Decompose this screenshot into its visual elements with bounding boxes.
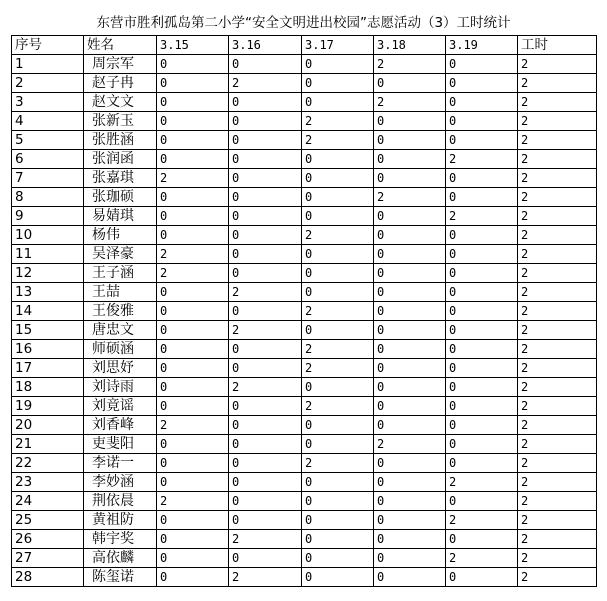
- cell-col-hours[interactable]: 2: [518, 150, 597, 169]
- cell-col-d317[interactable]: 0: [302, 245, 374, 264]
- cell-col-d319[interactable]: 2: [446, 150, 518, 169]
- cell-col-name[interactable]: 高依麟: [84, 549, 157, 568]
- cell-col-d316[interactable]: 0: [229, 302, 302, 321]
- cell-col-d315[interactable]: 0: [157, 473, 229, 492]
- cell-col-d318[interactable]: 0: [374, 321, 446, 340]
- cell-col-name[interactable]: 张珈硕: [84, 188, 157, 207]
- cell-col-d316[interactable]: 0: [229, 207, 302, 226]
- cell-col-d315[interactable]: 0: [157, 226, 229, 245]
- cell-col-d319[interactable]: 2: [446, 511, 518, 530]
- cell-col-d317[interactable]: 0: [302, 283, 374, 302]
- table-row: [12, 188, 597, 207]
- cell-col-d316[interactable]: 0: [229, 264, 302, 283]
- cell-col-d315[interactable]: 0: [157, 150, 229, 169]
- cell-col-d316[interactable]: 0: [229, 435, 302, 454]
- cell-col-number[interactable]: 9: [12, 207, 84, 226]
- cell-col-d319[interactable]: 0: [446, 416, 518, 435]
- cell-col-name[interactable]: 易婧琪: [84, 207, 157, 226]
- table-row: [12, 321, 597, 340]
- cell-col-d315[interactable]: 0: [157, 454, 229, 473]
- cell-col-d315[interactable]: 0: [157, 321, 229, 340]
- cell-col-d315[interactable]: 0: [157, 112, 229, 131]
- cell-col-name[interactable]: 张新玉: [84, 112, 157, 131]
- table-row: [12, 264, 597, 283]
- cell-col-number[interactable]: 12: [12, 264, 84, 283]
- cell-col-d317[interactable]: 0: [302, 321, 374, 340]
- cell-col-d316[interactable]: 0: [229, 55, 302, 74]
- cell-col-number[interactable]: 21: [12, 435, 84, 454]
- cell-col-d316[interactable]: 0: [229, 226, 302, 245]
- cell-col-d316[interactable]: 0: [229, 245, 302, 264]
- table-row: [12, 93, 597, 112]
- cell-col-d318[interactable]: 0: [374, 245, 446, 264]
- table-row: [12, 473, 597, 492]
- cell-col-number[interactable]: 6: [12, 150, 84, 169]
- cell-col-d318[interactable]: 0: [374, 131, 446, 150]
- cell-col-number[interactable]: 19: [12, 397, 84, 416]
- cell-col-d317[interactable]: 0: [302, 530, 374, 549]
- cell-col-name[interactable]: 李妙涵: [84, 473, 157, 492]
- cell-col-d316[interactable]: 0: [229, 93, 302, 112]
- cell-col-d315[interactable]: 0: [157, 568, 229, 587]
- cell-col-d318[interactable]: 0: [374, 378, 446, 397]
- cell-col-d315[interactable]: 0: [157, 188, 229, 207]
- header-col-number[interactable]: 序号: [12, 36, 84, 55]
- cell-col-name[interactable]: 师硕涵: [84, 340, 157, 359]
- cell-col-d319[interactable]: 0: [446, 264, 518, 283]
- cell-col-d316[interactable]: 2: [229, 74, 302, 93]
- cell-col-d318[interactable]: 0: [374, 492, 446, 511]
- cell-col-name[interactable]: 杨伟: [84, 226, 157, 245]
- cell-col-d316[interactable]: 0: [229, 397, 302, 416]
- cell-col-d316[interactable]: 2: [229, 568, 302, 587]
- cell-col-d317[interactable]: 0: [302, 473, 374, 492]
- cell-col-d315[interactable]: 0: [157, 397, 229, 416]
- table-row: [12, 492, 597, 511]
- cell-col-d316[interactable]: 0: [229, 112, 302, 131]
- cell-col-d318[interactable]: 0: [374, 473, 446, 492]
- cell-col-d317[interactable]: 0: [302, 169, 374, 188]
- cell-col-d319[interactable]: 0: [446, 112, 518, 131]
- cell-col-hours[interactable]: 2: [518, 340, 597, 359]
- cell-col-d318[interactable]: 0: [374, 340, 446, 359]
- cell-col-d317[interactable]: 0: [302, 378, 374, 397]
- cell-col-d316[interactable]: 0: [229, 454, 302, 473]
- cell-col-d318[interactable]: 0: [374, 530, 446, 549]
- cell-col-d317[interactable]: 0: [302, 207, 374, 226]
- cell-col-hours[interactable]: 2: [518, 530, 597, 549]
- cell-col-d319[interactable]: 0: [446, 93, 518, 112]
- header-col-d318[interactable]: 3.18: [374, 36, 446, 55]
- cell-col-hours[interactable]: 2: [518, 169, 597, 188]
- cell-col-hours[interactable]: 2: [518, 511, 597, 530]
- cell-col-d315[interactable]: 0: [157, 207, 229, 226]
- cell-col-d318[interactable]: 0: [374, 169, 446, 188]
- cell-col-number[interactable]: 18: [12, 378, 84, 397]
- cell-col-d317[interactable]: 0: [302, 74, 374, 93]
- cell-col-number[interactable]: 24: [12, 492, 84, 511]
- cell-col-d317[interactable]: 2: [302, 340, 374, 359]
- cell-col-hours[interactable]: 2: [518, 378, 597, 397]
- cell-col-d317[interactable]: 2: [302, 112, 374, 131]
- cell-col-hours[interactable]: 2: [518, 435, 597, 454]
- cell-col-name[interactable]: 吴泽豪: [84, 245, 157, 264]
- table-row: [12, 169, 597, 188]
- cell-col-number[interactable]: 15: [12, 321, 84, 340]
- cell-col-d319[interactable]: 0: [446, 378, 518, 397]
- cell-col-name[interactable]: 韩宇奖: [84, 530, 157, 549]
- table-row: [12, 530, 597, 549]
- header-col-d316[interactable]: 3.16: [229, 36, 302, 55]
- cell-col-number[interactable]: 22: [12, 454, 84, 473]
- cell-col-name[interactable]: 李诺一: [84, 454, 157, 473]
- cell-col-d316[interactable]: 0: [229, 511, 302, 530]
- cell-col-d319[interactable]: 0: [446, 226, 518, 245]
- table-row: [12, 340, 597, 359]
- cell-col-name[interactable]: 张润函: [84, 150, 157, 169]
- cell-col-d315[interactable]: 2: [157, 264, 229, 283]
- cell-col-d319[interactable]: 0: [446, 55, 518, 74]
- cell-col-d318[interactable]: 0: [374, 568, 446, 587]
- header-col-d319[interactable]: 3.19: [446, 36, 518, 55]
- cell-col-name[interactable]: 王喆: [84, 283, 157, 302]
- cell-col-number[interactable]: 27: [12, 549, 84, 568]
- cell-col-name[interactable]: 张胜涵: [84, 131, 157, 150]
- cell-col-d318[interactable]: 0: [374, 302, 446, 321]
- table-row: [12, 416, 597, 435]
- cell-col-hours[interactable]: 2: [518, 112, 597, 131]
- cell-col-d316[interactable]: 0: [229, 359, 302, 378]
- header-col-d317[interactable]: 3.17: [302, 36, 374, 55]
- cell-col-d318[interactable]: 0: [374, 549, 446, 568]
- cell-col-d316[interactable]: 2: [229, 321, 302, 340]
- cell-col-name[interactable]: 周宗军: [84, 55, 157, 74]
- cell-col-d317[interactable]: 0: [302, 435, 374, 454]
- cell-col-d316[interactable]: 0: [229, 549, 302, 568]
- cell-col-d319[interactable]: 0: [446, 435, 518, 454]
- cell-col-d317[interactable]: 2: [302, 131, 374, 150]
- cell-col-d317[interactable]: 2: [302, 359, 374, 378]
- cell-col-number[interactable]: 26: [12, 530, 84, 549]
- header-col-name[interactable]: 姓名: [84, 36, 157, 55]
- table-row: [12, 55, 597, 74]
- cell-col-d318[interactable]: 0: [374, 511, 446, 530]
- cell-col-number[interactable]: 11: [12, 245, 84, 264]
- cell-col-number[interactable]: 17: [12, 359, 84, 378]
- cell-col-hours[interactable]: 2: [518, 568, 597, 587]
- cell-col-d319[interactable]: 0: [446, 530, 518, 549]
- cell-col-d317[interactable]: 0: [302, 568, 374, 587]
- cell-col-d318[interactable]: 2: [374, 93, 446, 112]
- cell-col-d317[interactable]: 2: [302, 302, 374, 321]
- header-col-d315[interactable]: 3.15: [157, 36, 229, 55]
- cell-col-hours[interactable]: 2: [518, 264, 597, 283]
- cell-col-hours[interactable]: 2: [518, 302, 597, 321]
- table-row: [12, 302, 597, 321]
- cell-col-d315[interactable]: 0: [157, 131, 229, 150]
- cell-col-d319[interactable]: 0: [446, 492, 518, 511]
- cell-col-hours[interactable]: 2: [518, 74, 597, 93]
- cell-col-d318[interactable]: 0: [374, 74, 446, 93]
- cell-col-d317[interactable]: 0: [302, 93, 374, 112]
- cell-col-d318[interactable]: 0: [374, 454, 446, 473]
- cell-col-d315[interactable]: 0: [157, 549, 229, 568]
- cell-col-d319[interactable]: 0: [446, 302, 518, 321]
- table-row: [12, 549, 597, 568]
- cell-col-d316[interactable]: 0: [229, 416, 302, 435]
- cell-col-d319[interactable]: 0: [446, 397, 518, 416]
- cell-col-number[interactable]: 16: [12, 340, 84, 359]
- cell-col-d319[interactable]: 2: [446, 473, 518, 492]
- cell-col-d318[interactable]: 2: [374, 55, 446, 74]
- cell-col-name[interactable]: 黄祖防: [84, 511, 157, 530]
- cell-col-number[interactable]: 5: [12, 131, 84, 150]
- sheet-title: 东营市胜利孤岛第二小学“安全文明进出校园”志愿活动（3）工时统计: [96, 15, 511, 31]
- cell-col-name[interactable]: 荆依晨: [84, 492, 157, 511]
- cell-col-d317[interactable]: 0: [302, 150, 374, 169]
- cell-col-number[interactable]: 28: [12, 568, 84, 587]
- cell-col-hours[interactable]: 2: [518, 283, 597, 302]
- table-row: [12, 283, 597, 302]
- cell-col-d316[interactable]: 0: [229, 188, 302, 207]
- cell-col-number[interactable]: 2: [12, 74, 84, 93]
- cell-col-name[interactable]: 刘香峰: [84, 416, 157, 435]
- cell-col-d315[interactable]: 0: [157, 74, 229, 93]
- cell-col-d316[interactable]: 2: [229, 530, 302, 549]
- cell-col-d317[interactable]: 0: [302, 549, 374, 568]
- cell-col-hours[interactable]: 2: [518, 55, 597, 74]
- cell-col-d316[interactable]: 0: [229, 340, 302, 359]
- cell-col-d315[interactable]: 0: [157, 340, 229, 359]
- cell-col-name[interactable]: 赵子冉: [84, 74, 157, 93]
- table-row: [12, 454, 597, 473]
- cell-col-name[interactable]: 王俊雅: [84, 302, 157, 321]
- table-row: [12, 226, 597, 245]
- cell-col-hours[interactable]: 2: [518, 131, 597, 150]
- table-row: [12, 511, 597, 530]
- header-col-hours[interactable]: 工时: [518, 36, 597, 55]
- table-row: [12, 359, 597, 378]
- cell-col-number[interactable]: 1: [12, 55, 84, 74]
- cell-col-d318[interactable]: 0: [374, 397, 446, 416]
- table-row: [12, 378, 597, 397]
- cell-col-name[interactable]: 王子涵: [84, 264, 157, 283]
- cell-col-number[interactable]: 13: [12, 283, 84, 302]
- header-row: [12, 36, 597, 55]
- cell-col-d319[interactable]: 0: [446, 74, 518, 93]
- cell-col-hours[interactable]: 2: [518, 226, 597, 245]
- cell-col-d315[interactable]: 2: [157, 169, 229, 188]
- cell-col-d317[interactable]: 0: [302, 55, 374, 74]
- cell-col-d315[interactable]: 0: [157, 511, 229, 530]
- cell-col-d319[interactable]: 0: [446, 169, 518, 188]
- cell-col-number[interactable]: 8: [12, 188, 84, 207]
- cell-col-d316[interactable]: 0: [229, 150, 302, 169]
- table-row: [12, 435, 597, 454]
- cell-col-d319[interactable]: 0: [446, 188, 518, 207]
- cell-col-d317[interactable]: 0: [302, 264, 374, 283]
- cell-col-name[interactable]: 陈玺诺: [84, 568, 157, 587]
- cell-col-d319[interactable]: 2: [446, 549, 518, 568]
- cell-col-number[interactable]: 25: [12, 511, 84, 530]
- cell-col-d316[interactable]: 2: [229, 283, 302, 302]
- cell-col-hours[interactable]: 2: [518, 207, 597, 226]
- cell-col-d317[interactable]: 2: [302, 454, 374, 473]
- cell-col-d316[interactable]: 0: [229, 131, 302, 150]
- cell-col-d317[interactable]: 0: [302, 416, 374, 435]
- cell-col-d318[interactable]: 0: [374, 207, 446, 226]
- table-row: [12, 397, 597, 416]
- cell-col-hours[interactable]: 2: [518, 492, 597, 511]
- cell-col-d319[interactable]: 0: [446, 283, 518, 302]
- cell-col-name[interactable]: 刘诗雨: [84, 378, 157, 397]
- cell-col-name[interactable]: 吏斐阳: [84, 435, 157, 454]
- cell-col-hours[interactable]: 2: [518, 416, 597, 435]
- cell-col-d317[interactable]: 0: [302, 511, 374, 530]
- cell-col-number[interactable]: 7: [12, 169, 84, 188]
- table-row: [12, 112, 597, 131]
- cell-col-d315[interactable]: 2: [157, 416, 229, 435]
- cell-col-d315[interactable]: 2: [157, 245, 229, 264]
- cell-col-name[interactable]: 刘竟谣: [84, 397, 157, 416]
- cell-col-d318[interactable]: 0: [374, 359, 446, 378]
- cell-col-d317[interactable]: 2: [302, 226, 374, 245]
- table-row: [12, 245, 597, 264]
- cell-col-d319[interactable]: 2: [446, 207, 518, 226]
- cell-col-d318[interactable]: 0: [374, 264, 446, 283]
- cell-col-number[interactable]: 4: [12, 112, 84, 131]
- cell-col-hours[interactable]: 2: [518, 397, 597, 416]
- cell-col-d318[interactable]: 0: [374, 112, 446, 131]
- cell-col-d317[interactable]: 2: [302, 397, 374, 416]
- table-row: [12, 150, 597, 169]
- cell-col-d317[interactable]: 0: [302, 188, 374, 207]
- cell-col-d318[interactable]: 2: [374, 188, 446, 207]
- cell-col-d319[interactable]: 0: [446, 131, 518, 150]
- cell-col-number[interactable]: 14: [12, 302, 84, 321]
- cell-col-hours[interactable]: 2: [518, 473, 597, 492]
- cell-col-name[interactable]: 张嘉琪: [84, 169, 157, 188]
- cell-col-d319[interactable]: 0: [446, 568, 518, 587]
- cell-col-d315[interactable]: 0: [157, 359, 229, 378]
- cell-col-d315[interactable]: 0: [157, 93, 229, 112]
- cell-col-d315[interactable]: 0: [157, 530, 229, 549]
- cell-col-hours[interactable]: 2: [518, 359, 597, 378]
- cell-col-hours[interactable]: 2: [518, 188, 597, 207]
- cell-col-d319[interactable]: 0: [446, 245, 518, 264]
- table-row: [12, 207, 597, 226]
- cell-col-d318[interactable]: 2: [374, 435, 446, 454]
- cell-col-number[interactable]: 23: [12, 473, 84, 492]
- worksheet: [11, 12, 596, 587]
- hours-table: [11, 35, 597, 587]
- cell-col-number[interactable]: 10: [12, 226, 84, 245]
- cell-col-d319[interactable]: 0: [446, 454, 518, 473]
- cell-col-name[interactable]: 刘思妤: [84, 359, 157, 378]
- cell-col-number[interactable]: 3: [12, 93, 84, 112]
- cell-col-d316[interactable]: 0: [229, 169, 302, 188]
- cell-col-d315[interactable]: 0: [157, 55, 229, 74]
- cell-col-d318[interactable]: 0: [374, 150, 446, 169]
- cell-col-d319[interactable]: 0: [446, 321, 518, 340]
- cell-col-d315[interactable]: 0: [157, 378, 229, 397]
- cell-col-d315[interactable]: 0: [157, 435, 229, 454]
- cell-col-hours[interactable]: 2: [518, 549, 597, 568]
- cell-col-d316[interactable]: 0: [229, 492, 302, 511]
- cell-col-name[interactable]: 赵文文: [84, 93, 157, 112]
- cell-col-d317[interactable]: 0: [302, 492, 374, 511]
- cell-col-d315[interactable]: 0: [157, 283, 229, 302]
- cell-col-hours[interactable]: 2: [518, 321, 597, 340]
- cell-col-d315[interactable]: 2: [157, 492, 229, 511]
- cell-col-number[interactable]: 20: [12, 416, 84, 435]
- cell-col-d318[interactable]: 0: [374, 283, 446, 302]
- cell-col-d316[interactable]: 0: [229, 473, 302, 492]
- table-row: [12, 74, 597, 93]
- cell-col-d315[interactable]: 0: [157, 302, 229, 321]
- cell-col-d318[interactable]: 0: [374, 416, 446, 435]
- cell-col-hours[interactable]: 2: [518, 245, 597, 264]
- cell-col-hours[interactable]: 2: [518, 454, 597, 473]
- cell-col-d316[interactable]: 2: [229, 378, 302, 397]
- cell-col-name[interactable]: 唐忠文: [84, 321, 157, 340]
- cell-col-d318[interactable]: 0: [374, 226, 446, 245]
- cell-col-d319[interactable]: 0: [446, 359, 518, 378]
- cell-col-hours[interactable]: 2: [518, 93, 597, 112]
- cell-col-d319[interactable]: 0: [446, 340, 518, 359]
- table-row: [12, 568, 597, 587]
- table-row: [12, 131, 597, 150]
